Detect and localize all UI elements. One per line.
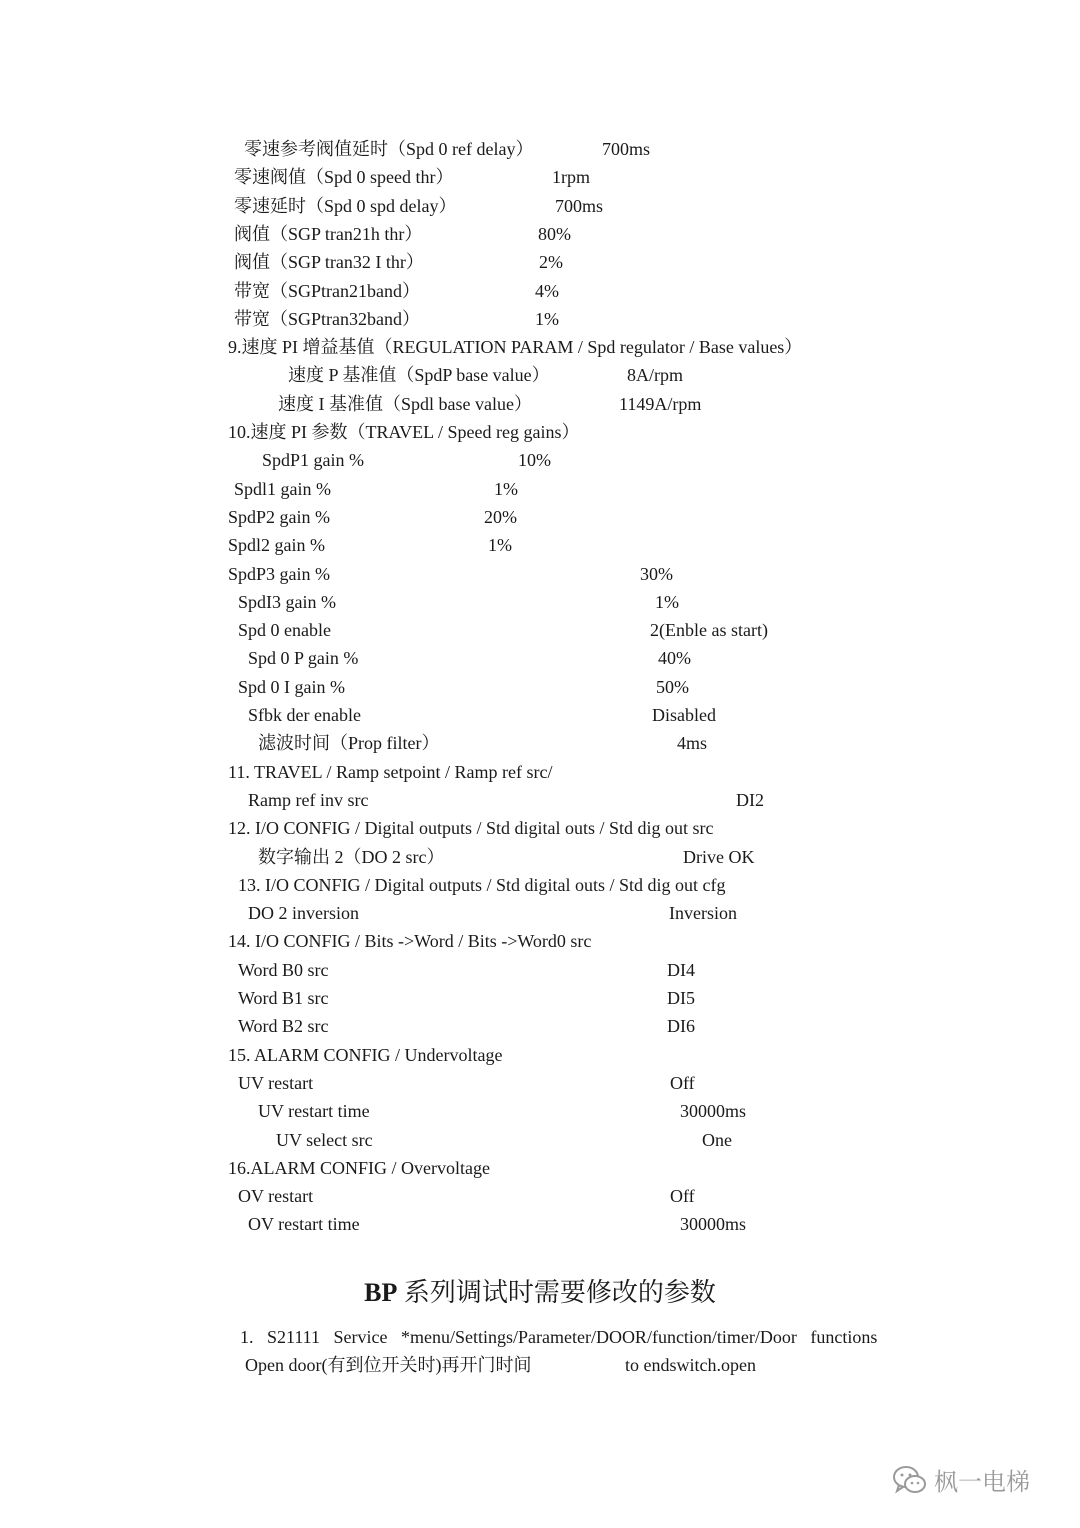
param-value: 4ms: [677, 733, 708, 753]
watermark-text: 枫一电梯: [934, 1468, 1030, 1496]
param-value: 1%: [655, 592, 679, 612]
param-label: 12. I/O CONFIG / Digital outputs / Std digital outs / Std dig out src: [228, 818, 714, 838]
param-label: 零速参考阀值延时（Spd 0 ref delay）: [244, 139, 534, 159]
param-label: Ramp ref inv src: [248, 790, 369, 810]
section-item-1: 1. S21111 Service *menu/Settings/Parameter/DOOR/function/timer/Door functions: [240, 1327, 878, 1347]
param-label: 零速阀值（Spd 0 speed thr）: [234, 167, 454, 187]
watermark: [892, 1462, 1030, 1497]
section-title: [0, 1276, 1080, 1310]
param-label: 10.速度 PI 参数（TRAVEL / Speed reg gains）: [228, 422, 580, 442]
param-value: One: [702, 1130, 732, 1150]
param-value: 1%: [494, 479, 518, 499]
param-value: Off: [670, 1186, 695, 1206]
param-value: Disabled: [652, 705, 716, 725]
param-label: DO 2 inversion: [248, 903, 359, 923]
param-value: 30000ms: [680, 1214, 747, 1234]
param-value: 1%: [535, 309, 559, 329]
param-value: DI5: [667, 988, 695, 1008]
param-value: 8A/rpm: [627, 365, 683, 385]
param-value: 1rpm: [552, 167, 590, 187]
param-label: 速度 P 基准值（SpdP base value）: [288, 365, 550, 385]
param-value: 10%: [518, 450, 551, 470]
param-label: SpdP1 gain %: [262, 450, 365, 470]
param-label: 数字输出 2（DO 2 src）: [258, 847, 445, 867]
param-label: 零速延时（Spd 0 spd delay）: [234, 196, 457, 216]
param-label: SpdP3 gain %: [228, 564, 331, 584]
param-label: Spdl1 gain %: [234, 479, 331, 499]
param-value: 30000ms: [680, 1101, 747, 1121]
param-label: Word B0 src: [238, 960, 329, 980]
param-value: 700ms: [602, 139, 651, 159]
param-label: SpdI3 gain %: [238, 592, 336, 612]
param-label: 滤波时间（Prop filter）: [258, 733, 440, 753]
param-label: 13. I/O CONFIG / Digital outputs / Std digital outs / Std dig out cfg: [238, 875, 726, 895]
param-label: Spdl2 gain %: [228, 535, 325, 555]
param-value: Drive OK: [683, 847, 755, 867]
param-value: 80%: [538, 224, 571, 244]
section-item-1-label: Open door(有到位开关时)再开门时间: [245, 1355, 532, 1375]
param-label: Sfbk der enable: [248, 705, 361, 725]
param-label: OV restart time: [248, 1214, 360, 1234]
param-label: Spd 0 P gain %: [248, 648, 359, 668]
param-value: 20%: [484, 507, 517, 527]
param-value: DI2: [736, 790, 764, 810]
param-label: 阀值（SGP tran21h thr）: [234, 224, 423, 244]
param-label: SpdP2 gain %: [228, 507, 331, 527]
param-label: UV restart time: [258, 1101, 370, 1121]
section-title-bold: BP: [364, 1278, 398, 1307]
param-value: Inversion: [669, 903, 737, 923]
param-label: 14. I/O CONFIG / Bits ->Word / Bits ->Word0 src: [228, 931, 592, 951]
param-label: Word B2 src: [238, 1016, 329, 1036]
param-value: 2(Enble as start): [650, 620, 768, 640]
section-title-text: 系列调试时需要修改的参数: [397, 1278, 716, 1307]
param-label: 11. TRAVEL / Ramp setpoint / Ramp ref src/: [228, 762, 553, 782]
param-value: 40%: [658, 648, 691, 668]
param-value: 1149A/rpm: [619, 394, 702, 414]
param-value: 2%: [539, 252, 563, 272]
param-label: Spd 0 enable: [238, 620, 331, 640]
param-label: 9.速度 PI 增益基值（REGULATION PARAM / Spd regulator / Base values）: [228, 337, 803, 357]
param-label: 16.ALARM CONFIG / Overvoltage: [228, 1158, 490, 1178]
param-value: DI4: [667, 960, 695, 980]
param-label: 带宽（SGPtran21band）: [234, 281, 420, 301]
param-label: OV restart: [238, 1186, 314, 1206]
wechat-icon: [892, 1465, 928, 1495]
param-value: 700ms: [555, 196, 604, 216]
param-label: 速度 I 基准值（Spdl base value）: [278, 394, 532, 414]
param-label: Spd 0 I gain %: [238, 677, 345, 697]
section-item-1-value: to endswitch.open: [625, 1355, 756, 1375]
param-label: Word B1 src: [238, 988, 329, 1008]
param-value: Off: [670, 1073, 695, 1093]
param-label: 阀值（SGP tran32 I thr）: [234, 252, 424, 272]
param-label: UV select src: [276, 1130, 373, 1150]
param-value: 30%: [640, 564, 673, 584]
param-label: 带宽（SGPtran32band）: [234, 309, 420, 329]
param-value: 4%: [535, 281, 559, 301]
param-label: 15. ALARM CONFIG / Undervoltage: [228, 1045, 503, 1065]
param-value: DI6: [667, 1016, 695, 1036]
param-value: 1%: [488, 535, 512, 555]
param-label: UV restart: [238, 1073, 314, 1093]
param-value: 50%: [656, 677, 689, 697]
